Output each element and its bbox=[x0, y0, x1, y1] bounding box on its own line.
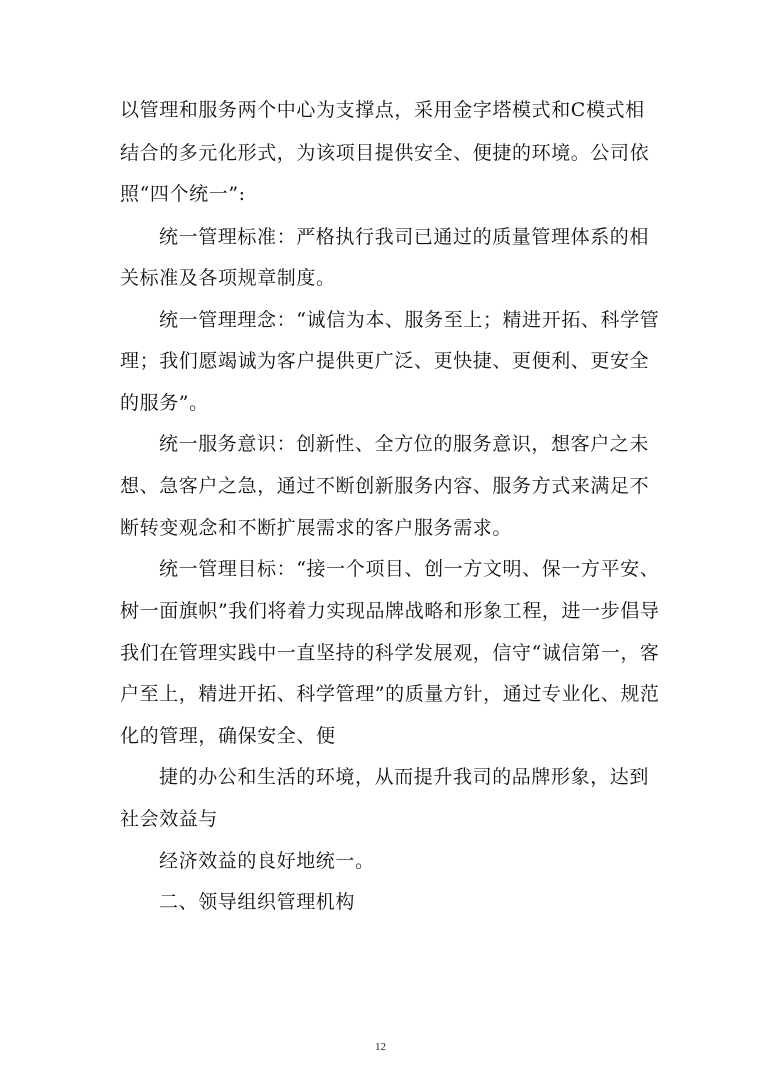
text-line: 以管理和服务两个中心为支撑点，采用金字塔模式和C模式相 bbox=[120, 99, 645, 121]
text-line: 户至上，精进开拓、科学管理”的质量方针，通过专业化、规范 bbox=[120, 683, 660, 705]
paragraph-start-line: 统一管理目标：“接一个项目、创一方文明、保一方平安、 bbox=[159, 558, 660, 580]
text-line: 树一面旗帜”我们将着力实现品牌战略和形象工程，进一步倡导 bbox=[120, 600, 660, 622]
text-line: 关标准及各项规章制度。 bbox=[120, 267, 336, 289]
text-line: 理；我们愿竭诚为客户提供更广泛、更快捷、更便利、更安全 bbox=[120, 350, 650, 372]
page-number: 12 bbox=[375, 1041, 386, 1053]
text-line: 结合的多元化形式，为该项目提供安全、便捷的环境。公司依 bbox=[120, 142, 650, 164]
text-line: 化的管理，确保安全、便 bbox=[120, 725, 336, 747]
paragraph-start-line: 统一管理标准：严格执行我司已通过的质量管理体系的相 bbox=[159, 226, 650, 248]
text-line: 社会效益与 bbox=[120, 808, 219, 830]
section-heading: 二、领导组织管理机构 bbox=[159, 891, 356, 913]
text-line: 断转变观念和不断扩展需求的客户服务需求。 bbox=[120, 517, 513, 539]
text-line: 的服务”。 bbox=[120, 392, 209, 414]
paragraph-start-line: 统一服务意识：创新性、全方位的服务意识，想客户之未 bbox=[159, 433, 650, 455]
text-line: 照“四个统一”: bbox=[120, 183, 246, 205]
paragraph-start-line: 统一管理理念：“诚信为本、服务至上；精进开拓、科学管 bbox=[159, 309, 660, 331]
paragraph-start-line: 经济效益的良好地统一。 bbox=[159, 850, 375, 872]
paragraph-start-line: 捷的办公和生活的环境，从而提升我司的品牌形象，达到 bbox=[159, 766, 650, 788]
text-line: 想、急客户之急，通过不断创新服务内容、服务方式来满足不 bbox=[120, 475, 650, 497]
text-line: 我们在管理实践中一直坚持的科学发展观，信守“诚信第一，客 bbox=[120, 642, 660, 664]
